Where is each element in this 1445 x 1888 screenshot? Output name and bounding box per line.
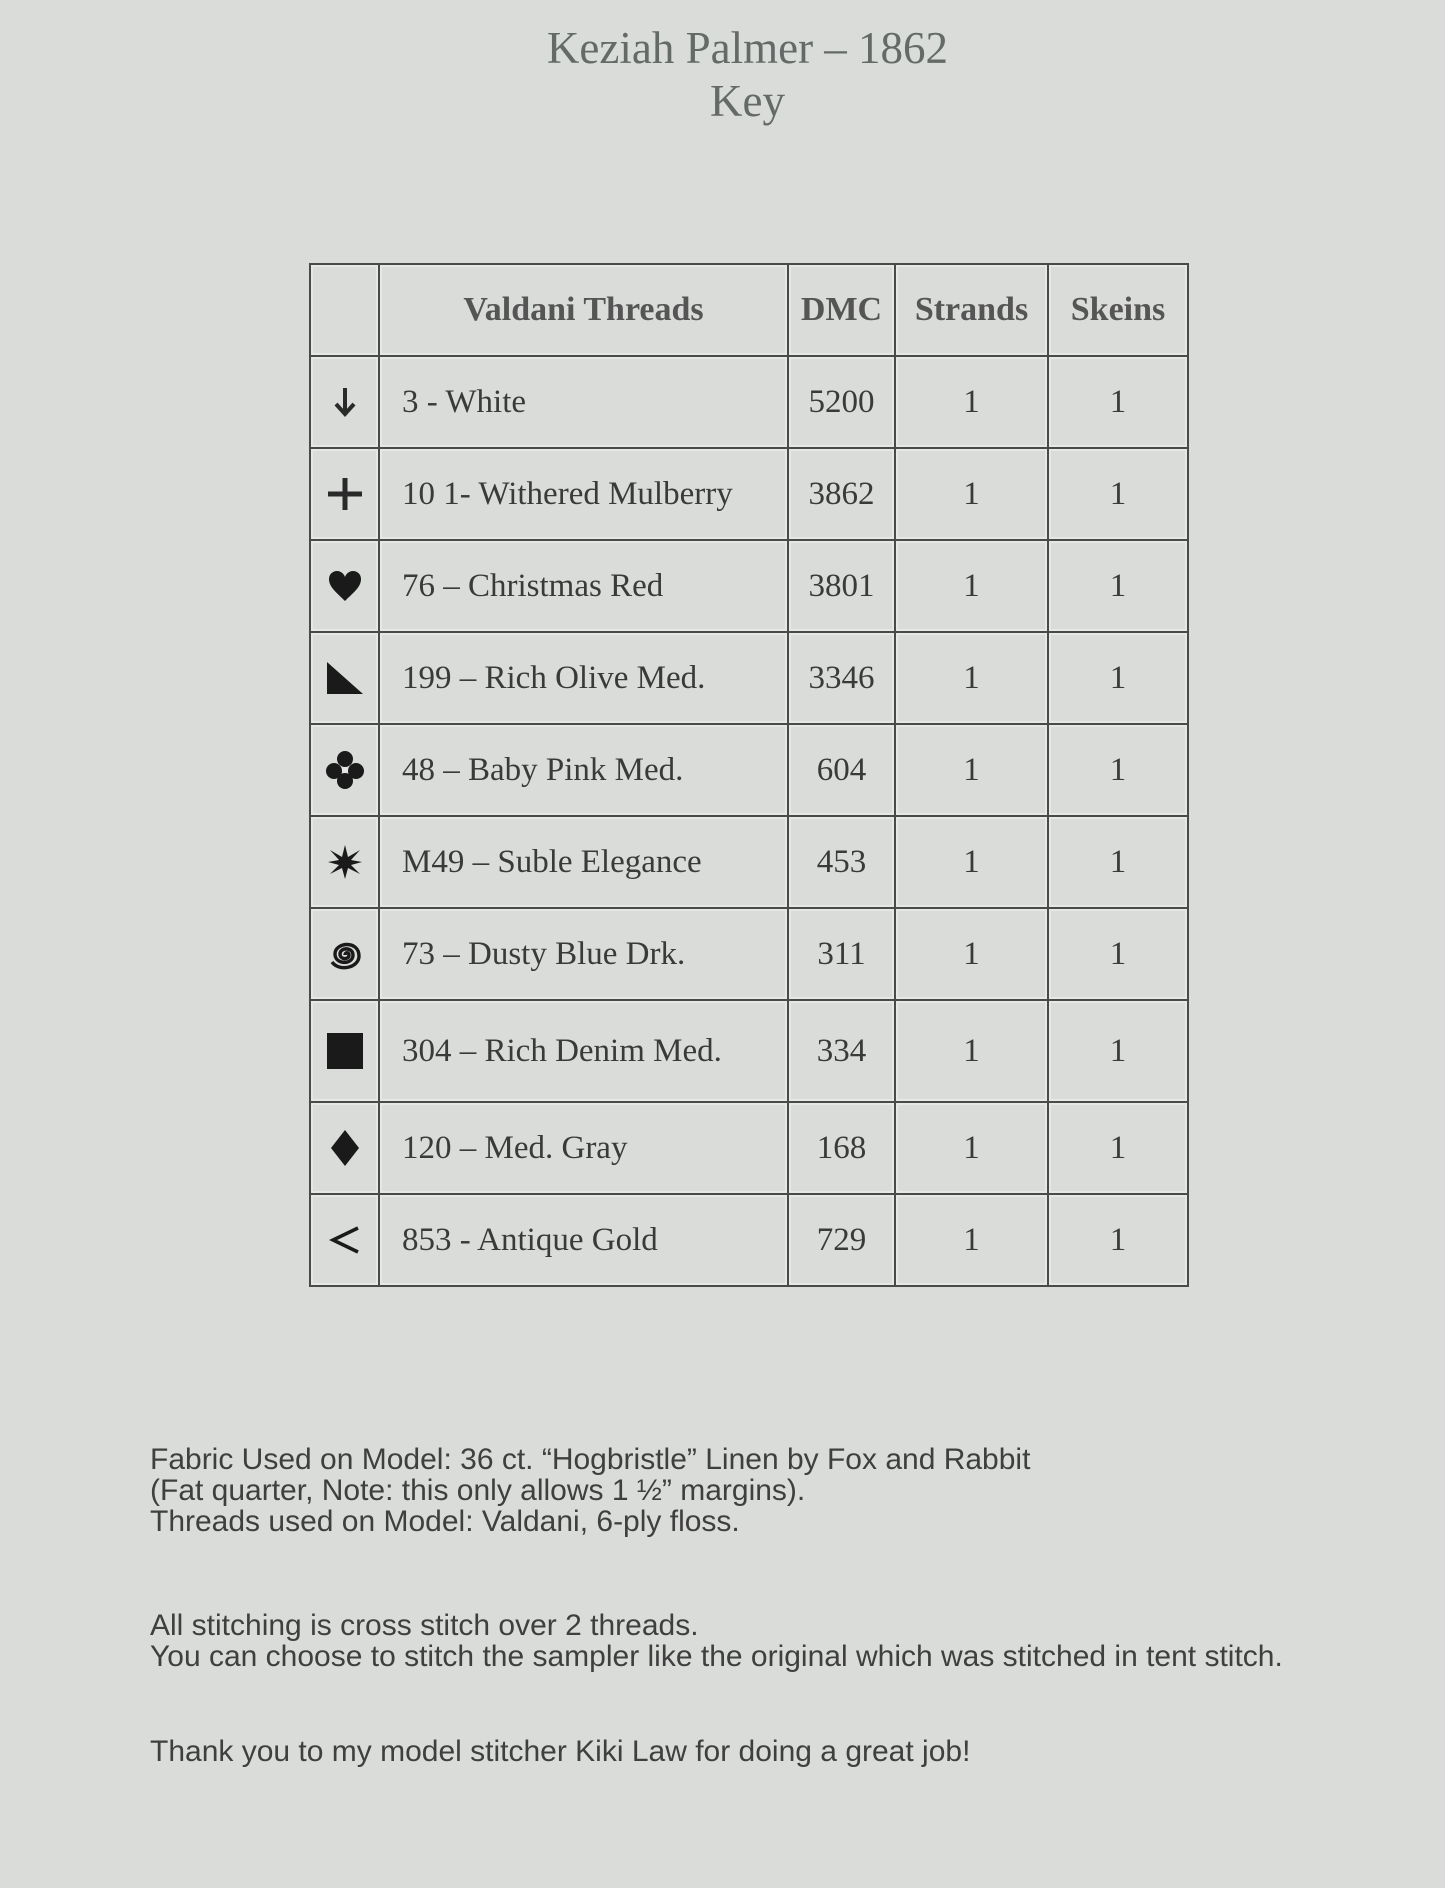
- strands-value: 1: [895, 1102, 1048, 1194]
- dmc-number: 334: [788, 1000, 895, 1102]
- fabric-notes: [150, 1444, 1030, 1537]
- stitching-line: All stitching is cross stitch over 2 threads.: [150, 1609, 699, 1642]
- diamond-icon: [330, 1129, 360, 1167]
- strands-value: 1: [895, 816, 1048, 908]
- fabric-line: Fabric Used on Model: 36 ct. “Hogbristle” Linen by Fox and Rabbit: [150, 1443, 1031, 1476]
- strands-value: 1: [895, 448, 1048, 540]
- thanks-line: Thank you to my model stitcher Kiki Law for doing a great job!: [150, 1735, 971, 1768]
- spiral-icon: [325, 934, 365, 974]
- dmc-number: 3346: [788, 632, 895, 724]
- plus-icon: [325, 474, 365, 514]
- page-title: [0, 22, 1445, 128]
- heart-icon: [328, 570, 362, 602]
- skeins-value: 1: [1048, 632, 1188, 724]
- thread-name: M49 – Suble Elegance: [379, 816, 788, 908]
- table-row: [310, 1102, 1188, 1194]
- title-line-1: Keziah Palmer – 1862: [546, 23, 949, 73]
- strands-value: 1: [895, 540, 1048, 632]
- skeins-value: 1: [1048, 816, 1188, 908]
- thread-name: 853 - Antique Gold: [379, 1194, 788, 1286]
- table-row: [310, 908, 1188, 1000]
- arrow-down-icon: [330, 385, 360, 419]
- table-row: [310, 448, 1188, 540]
- dmc-number: 604: [788, 724, 895, 816]
- header-strands: Strands: [895, 264, 1048, 356]
- table-row: [310, 540, 1188, 632]
- strands-value: 1: [895, 908, 1048, 1000]
- dmc-number: 311: [788, 908, 895, 1000]
- title-line-2: Key: [710, 76, 785, 126]
- strands-value: 1: [895, 1194, 1048, 1286]
- dmc-number: 729: [788, 1194, 895, 1286]
- thread-name: 73 – Dusty Blue Drk.: [379, 908, 788, 1000]
- skeins-value: 1: [1048, 540, 1188, 632]
- dmc-number: 5200: [788, 356, 895, 448]
- triangle-icon: [325, 660, 365, 696]
- dmc-number: 3862: [788, 448, 895, 540]
- stitching-notes: [150, 1610, 1283, 1672]
- skeins-value: 1: [1048, 1102, 1188, 1194]
- strands-value: 1: [895, 632, 1048, 724]
- header-valdani-threads: Valdani Threads: [379, 264, 788, 356]
- thread-name: 48 – Baby Pink Med.: [379, 724, 788, 816]
- dmc-number: 168: [788, 1102, 895, 1194]
- star-burst-icon: [327, 844, 363, 880]
- thanks-note: [150, 1736, 970, 1767]
- header-symbol: [310, 264, 379, 356]
- tent-stitch-line: You can choose to stitch the sampler like the original which was stitched in tent stitch.: [150, 1640, 1283, 1673]
- skeins-value: 1: [1048, 1194, 1188, 1286]
- table-row: [310, 816, 1188, 908]
- header-dmc: DMC: [788, 264, 895, 356]
- skeins-value: 1: [1048, 1000, 1188, 1102]
- thread-name: 304 – Rich Denim Med.: [379, 1000, 788, 1102]
- thread-name: 10 1- Withered Mulberry: [379, 448, 788, 540]
- skeins-value: 1: [1048, 724, 1188, 816]
- dmc-number: 3801: [788, 540, 895, 632]
- thread-name: 120 – Med. Gray: [379, 1102, 788, 1194]
- table-header-row: [310, 264, 1188, 356]
- strands-value: 1: [895, 1000, 1048, 1102]
- fat-quarter-line: (Fat quarter, Note: this only allows 1 ½” margins).: [150, 1474, 806, 1507]
- threads-line: Threads used on Model: Valdani, 6-ply floss.: [150, 1505, 740, 1538]
- thread-name: 199 – Rich Olive Med.: [379, 632, 788, 724]
- table-row: [310, 632, 1188, 724]
- skeins-value: 1: [1048, 448, 1188, 540]
- thread-name: 3 - White: [379, 356, 788, 448]
- skeins-value: 1: [1048, 356, 1188, 448]
- table-row: [310, 356, 1188, 448]
- square-icon: [326, 1032, 364, 1070]
- less-than-icon: [329, 1225, 361, 1255]
- strands-value: 1: [895, 724, 1048, 816]
- header-skeins: Skeins: [1048, 264, 1188, 356]
- table-row: [310, 1194, 1188, 1286]
- thread-key-table: [309, 263, 1189, 1287]
- table-row: [310, 724, 1188, 816]
- dmc-number: 453: [788, 816, 895, 908]
- strands-value: 1: [895, 356, 1048, 448]
- thread-name: 76 – Christmas Red: [379, 540, 788, 632]
- table-row: [310, 1000, 1188, 1102]
- skeins-value: 1: [1048, 908, 1188, 1000]
- club-icon: [325, 750, 365, 790]
